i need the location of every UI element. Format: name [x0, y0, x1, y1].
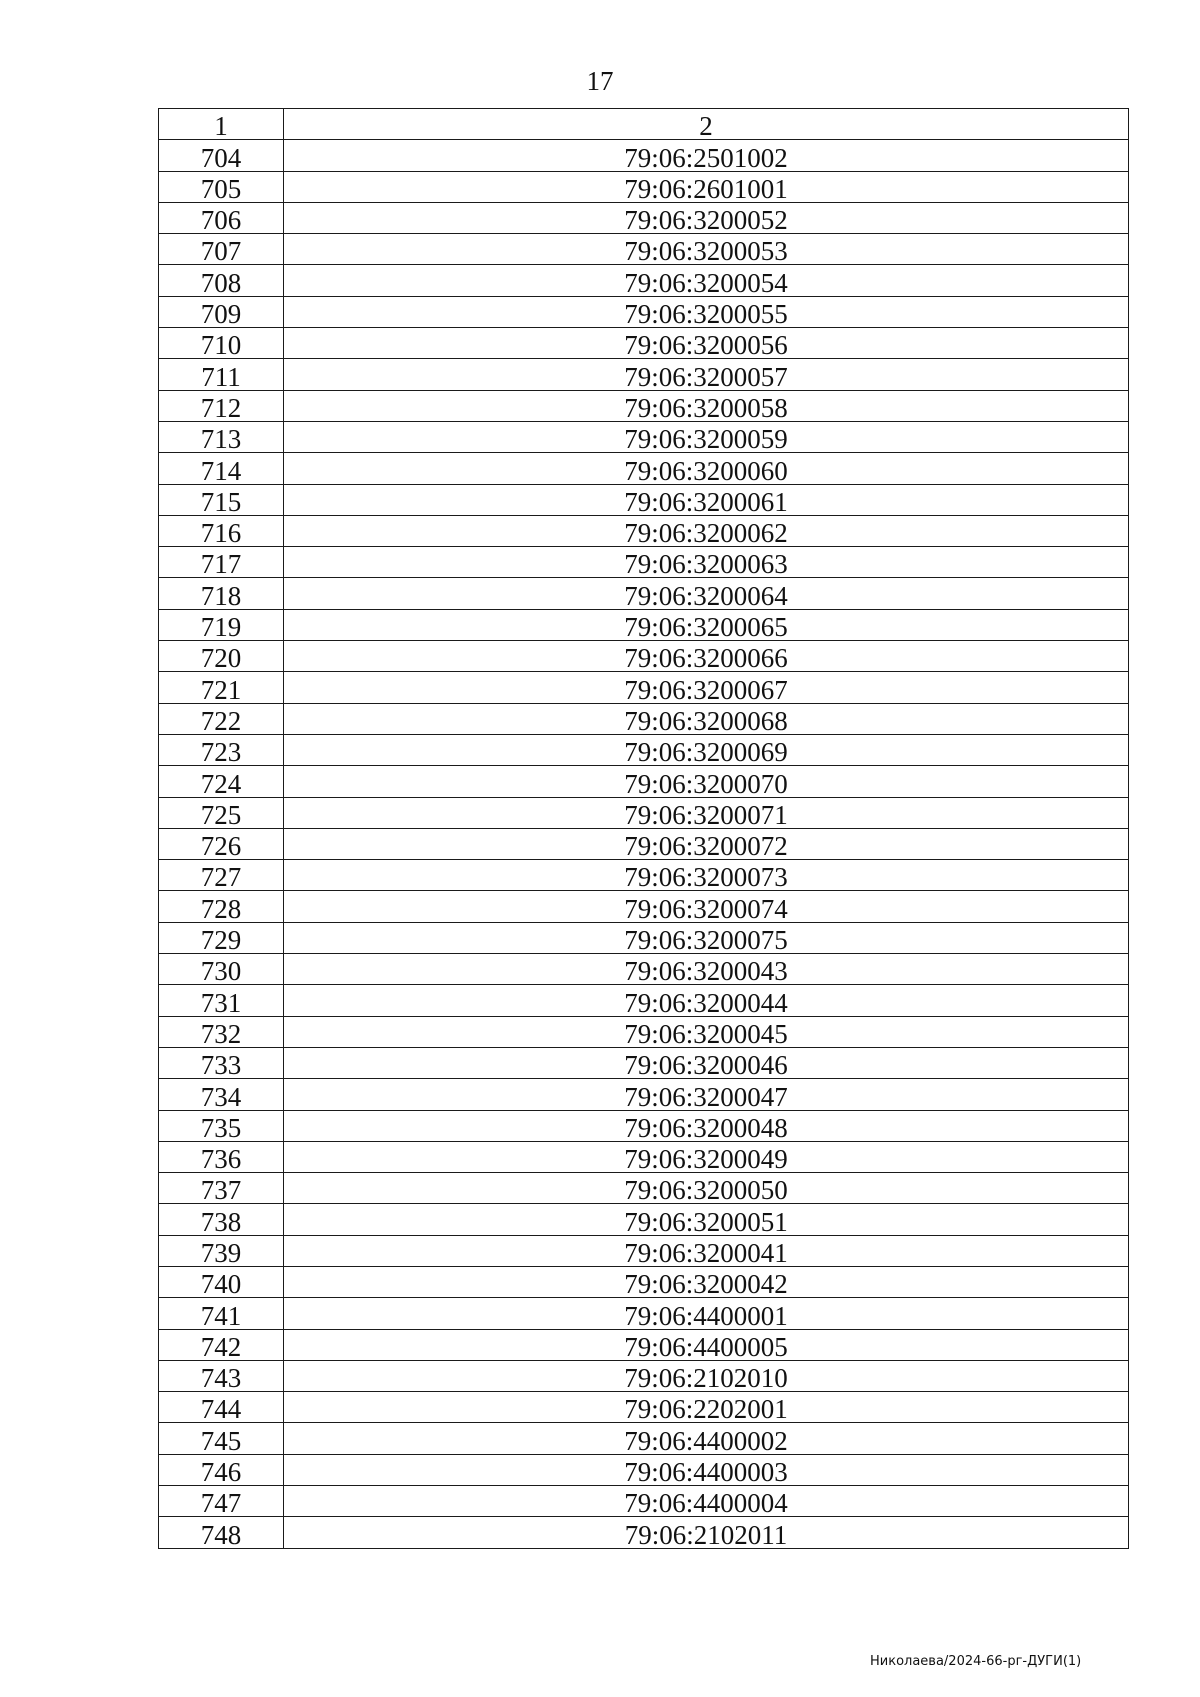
row-number-cell: 719 — [159, 609, 284, 640]
row-number-cell: 707 — [159, 234, 284, 265]
cadastral-number-cell: 79:06:3200042 — [284, 1266, 1129, 1297]
table-row — [159, 828, 1129, 859]
table-row — [159, 734, 1129, 765]
table-row — [159, 1392, 1129, 1423]
table-row — [159, 1173, 1129, 1204]
table-row — [159, 328, 1129, 359]
table-row — [159, 1204, 1129, 1235]
row-number-cell: 724 — [159, 766, 284, 797]
table-row — [159, 1329, 1129, 1360]
row-number-cell: 734 — [159, 1079, 284, 1110]
row-number-cell: 704 — [159, 140, 284, 171]
cadastral-number-cell: 79:06:3200044 — [284, 985, 1129, 1016]
table-row — [159, 171, 1129, 202]
cadastral-table — [158, 108, 1129, 1549]
cadastral-number-cell: 79:06:3200049 — [284, 1141, 1129, 1172]
table-row — [159, 1110, 1129, 1141]
row-number-cell: 740 — [159, 1266, 284, 1297]
row-number-cell: 720 — [159, 641, 284, 672]
column-header-1: 1 — [159, 109, 284, 140]
page-number: 17 — [586, 66, 614, 96]
table-row — [159, 672, 1129, 703]
row-number-cell: 721 — [159, 672, 284, 703]
table-row — [159, 922, 1129, 953]
cadastral-number-cell: 79:06:3200057 — [284, 359, 1129, 390]
cadastral-number-cell: 79:06:3200046 — [284, 1047, 1129, 1078]
row-number-cell: 715 — [159, 484, 284, 515]
cadastral-number-cell: 79:06:3200070 — [284, 766, 1129, 797]
row-number-cell: 744 — [159, 1392, 284, 1423]
cadastral-number-cell: 79:06:3200064 — [284, 578, 1129, 609]
table-row — [159, 954, 1129, 985]
cadastral-number-cell: 79:06:3200054 — [284, 265, 1129, 296]
table-header-row — [159, 109, 1129, 140]
cadastral-number-cell: 79:06:3200051 — [284, 1204, 1129, 1235]
table-row — [159, 296, 1129, 327]
table-row — [159, 484, 1129, 515]
cadastral-number-cell: 79:06:3200053 — [284, 234, 1129, 265]
row-number-cell: 727 — [159, 860, 284, 891]
cadastral-number-cell: 79:06:4400002 — [284, 1423, 1129, 1454]
document-footer: Николаева/2024-66-рг-ДУГИ(1) — [870, 1654, 1082, 1669]
cadastral-number-cell: 79:06:3200072 — [284, 828, 1129, 859]
cadastral-number-cell: 79:06:3200066 — [284, 641, 1129, 672]
row-number-cell: 711 — [159, 359, 284, 390]
cadastral-number-cell: 79:06:3200059 — [284, 421, 1129, 452]
row-number-cell: 745 — [159, 1423, 284, 1454]
table-row — [159, 1454, 1129, 1485]
row-number-cell: 736 — [159, 1141, 284, 1172]
cadastral-number-cell: 79:06:2102011 — [284, 1517, 1129, 1548]
table-row — [159, 1235, 1129, 1266]
row-number-cell: 708 — [159, 265, 284, 296]
table-row — [159, 985, 1129, 1016]
cadastral-number-cell: 79:06:3200062 — [284, 515, 1129, 546]
table-row — [159, 891, 1129, 922]
cadastral-number-cell: 79:06:3200048 — [284, 1110, 1129, 1141]
row-number-cell: 738 — [159, 1204, 284, 1235]
cadastral-number-cell: 79:06:3200063 — [284, 547, 1129, 578]
row-number-cell: 732 — [159, 1016, 284, 1047]
table-row — [159, 234, 1129, 265]
row-number-cell: 737 — [159, 1173, 284, 1204]
row-number-cell: 739 — [159, 1235, 284, 1266]
cadastral-number-cell: 79:06:2202001 — [284, 1392, 1129, 1423]
row-number-cell: 730 — [159, 954, 284, 985]
row-number-cell: 741 — [159, 1298, 284, 1329]
row-number-cell: 723 — [159, 734, 284, 765]
table-row — [159, 547, 1129, 578]
row-number-cell: 713 — [159, 421, 284, 452]
row-number-cell: 722 — [159, 703, 284, 734]
row-number-cell: 716 — [159, 515, 284, 546]
table-row — [159, 359, 1129, 390]
table-row — [159, 703, 1129, 734]
table-row — [159, 609, 1129, 640]
table-row — [159, 1079, 1129, 1110]
cadastral-number-cell: 79:06:2501002 — [284, 140, 1129, 171]
cadastral-number-cell: 79:06:3200074 — [284, 891, 1129, 922]
table-row — [159, 1486, 1129, 1517]
cadastral-number-cell: 79:06:4400005 — [284, 1329, 1129, 1360]
cadastral-number-cell: 79:06:3200052 — [284, 202, 1129, 233]
row-number-cell: 725 — [159, 797, 284, 828]
cadastral-number-cell: 79:06:3200056 — [284, 328, 1129, 359]
table-row — [159, 766, 1129, 797]
cadastral-number-cell: 79:06:3200069 — [284, 734, 1129, 765]
table-row — [159, 1016, 1129, 1047]
row-number-cell: 709 — [159, 296, 284, 327]
row-number-cell: 726 — [159, 828, 284, 859]
cadastral-number-cell: 79:06:3200065 — [284, 609, 1129, 640]
row-number-cell: 712 — [159, 390, 284, 421]
table-row — [159, 421, 1129, 452]
cadastral-number-cell: 79:06:3200075 — [284, 922, 1129, 953]
row-number-cell: 746 — [159, 1454, 284, 1485]
row-number-cell: 710 — [159, 328, 284, 359]
row-number-cell: 717 — [159, 547, 284, 578]
table-row — [159, 265, 1129, 296]
table-row — [159, 1423, 1129, 1454]
table-row — [159, 641, 1129, 672]
table-row — [159, 860, 1129, 891]
row-number-cell: 706 — [159, 202, 284, 233]
cadastral-number-cell: 79:06:3200055 — [284, 296, 1129, 327]
row-number-cell: 728 — [159, 891, 284, 922]
row-number-cell: 733 — [159, 1047, 284, 1078]
row-number-cell: 729 — [159, 922, 284, 953]
cadastral-number-cell: 79:06:4400003 — [284, 1454, 1129, 1485]
table-row — [159, 1141, 1129, 1172]
cadastral-number-cell: 79:06:3200045 — [284, 1016, 1129, 1047]
cadastral-number-cell: 79:06:3200067 — [284, 672, 1129, 703]
cadastral-number-cell: 79:06:3200050 — [284, 1173, 1129, 1204]
row-number-cell: 735 — [159, 1110, 284, 1141]
cadastral-number-cell: 79:06:3200068 — [284, 703, 1129, 734]
table-body — [159, 140, 1129, 1548]
table-row — [159, 453, 1129, 484]
row-number-cell: 748 — [159, 1517, 284, 1548]
table-row — [159, 1047, 1129, 1078]
cadastral-number-cell: 79:06:3200041 — [284, 1235, 1129, 1266]
cadastral-number-cell: 79:06:2601001 — [284, 171, 1129, 202]
table-row — [159, 1517, 1129, 1548]
cadastral-number-cell: 79:06:3200071 — [284, 797, 1129, 828]
row-number-cell: 742 — [159, 1329, 284, 1360]
table-row — [159, 1360, 1129, 1391]
cadastral-number-cell: 79:06:3200047 — [284, 1079, 1129, 1110]
row-number-cell: 705 — [159, 171, 284, 202]
row-number-cell: 718 — [159, 578, 284, 609]
table-row — [159, 1266, 1129, 1297]
table-row — [159, 1298, 1129, 1329]
row-number-cell: 731 — [159, 985, 284, 1016]
cadastral-number-cell: 79:06:3200043 — [284, 954, 1129, 985]
cadastral-number-cell: 79:06:3200060 — [284, 453, 1129, 484]
cadastral-number-cell: 79:06:3200061 — [284, 484, 1129, 515]
cadastral-number-cell: 79:06:4400004 — [284, 1486, 1129, 1517]
table-row — [159, 515, 1129, 546]
table-row — [159, 390, 1129, 421]
row-number-cell: 747 — [159, 1486, 284, 1517]
cadastral-number-cell: 79:06:4400001 — [284, 1298, 1129, 1329]
table-row — [159, 578, 1129, 609]
cadastral-number-cell: 79:06:3200073 — [284, 860, 1129, 891]
row-number-cell: 714 — [159, 453, 284, 484]
cadastral-number-cell: 79:06:3200058 — [284, 390, 1129, 421]
table-row — [159, 797, 1129, 828]
column-header-2: 2 — [284, 109, 1129, 140]
cadastral-number-cell: 79:06:2102010 — [284, 1360, 1129, 1391]
table-row — [159, 140, 1129, 171]
row-number-cell: 743 — [159, 1360, 284, 1391]
table-row — [159, 202, 1129, 233]
